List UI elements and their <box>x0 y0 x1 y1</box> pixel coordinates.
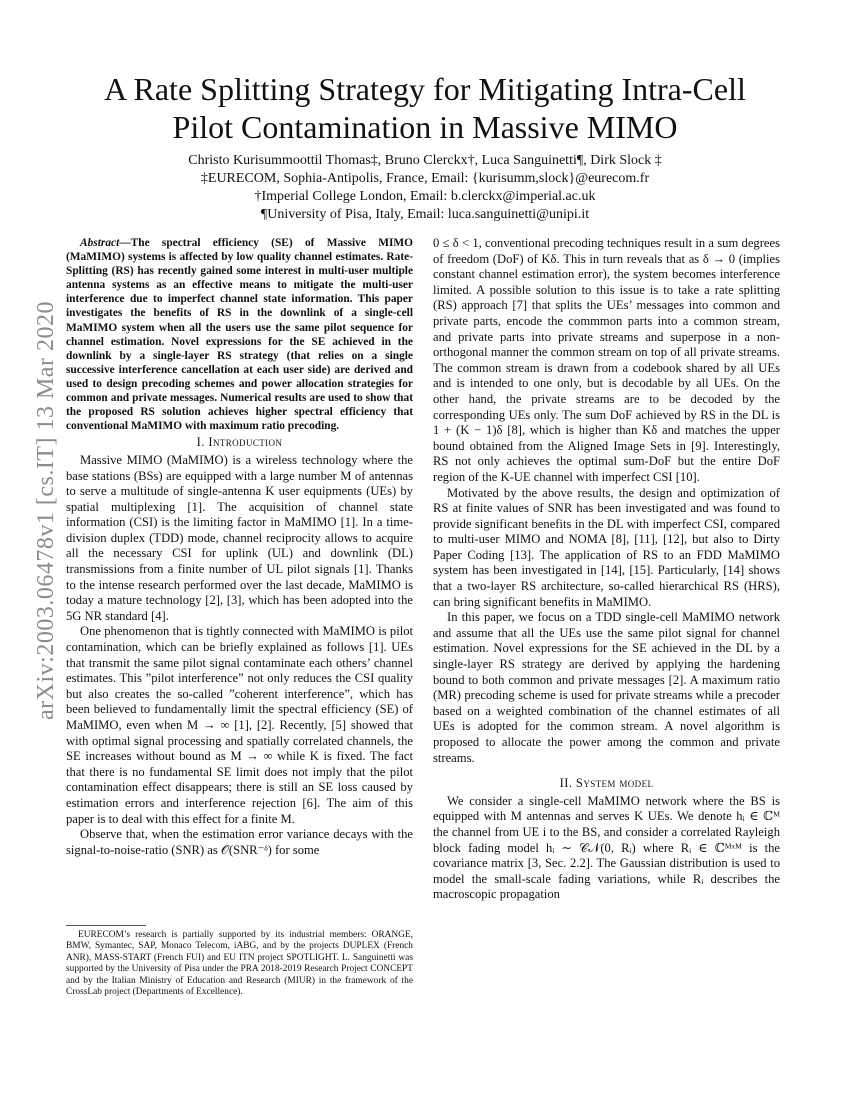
abstract-text: —The spectral efficiency (SE) of Massive MIMO (MaMIMO) systems is affected by low quality channel estimates. Rate-Splitting (RS) has recently gained some interest in multi-user multiple antenna systems as an effective means to mitigate the multi-user interference due to imperfect channel state information. This paper investigates the benefits of RS in the downlink of a single-cell MaMIMO system when all the users use the same pilot sequence for channel estimation. Novel expressions for the SE achieved in the downlink by a single-layer RS strategy (that relies on a single successive interference cancellation at each user side) are derived and used to design precoding schemes and power allocation strategies for common and private messages. Numerical results are used to show that the proposed RS solution achieves higher spectral efficiency that conventional MaMIMO with maximum ratio precoding. <box>66 237 413 433</box>
intro-paragraph-3: Observe that, when the estimation error variance decays with the signal-to-noise-ratio (SNR) as 𝒪(SNR⁻ᵟ) for some <box>66 827 413 857</box>
footnote-rule <box>66 925 146 926</box>
paper-title <box>60 70 790 146</box>
abstract <box>66 236 413 433</box>
title-line-1: A Rate Splitting Strategy for Mitigating Intra-Cell <box>104 71 746 107</box>
intro-paragraph-4: 0 ≤ δ < 1, conventional precoding techniques result in a sum degrees of freedom (DoF) of Kδ. This in turn reveals that as δ → 0 (implies constant channel estimation error), the system becomes interference limited. A possible solution to this issue is to take a rate splitting (RS) approach [7] that splits the UEs’ messages into common and private parts, encode the commmon parts into a common stream, and private parts into private streams and superpose in a non-orthogonal manner the common stream on top of all private streams. The common stream is drawn from a codebook shared by all UEs and is intended to one only, but is decodable by all UEs. On the other hand, the private streams are to be decoded by the corresponding UEs only. The sum DoF achieved by RS in the DL is 1 + (K − 1)δ [8], which is higher than Kδ and matches the upper bound obtained from the Aligned Image Sets in [9]. Interestingly, RS not only achieves the optimal sum-DoF but the entire DoF region of the K-UE channel with imperfect CSI [10]. <box>433 236 780 484</box>
funding-footnote <box>66 930 413 998</box>
intro-paragraph-6: In this paper, we focus on a TDD single-cell MaMIMO network and assume that all the UEs use the same pilot signal for channel estimation. Novel expressions for the SE achieved in the DL by a single-layer RS strategy are derived by applying the hardening bound to both common and private messages [2]. A maximum ratio (MR) precoding scheme is used for private streams while a precoder based on a weighted combination of the channel estimates of all UEs is adopted for the common stream. A novel algorithm is proposed to allocate the power among the common and private streams. <box>433 610 780 765</box>
abstract-label: Abstract <box>80 237 120 249</box>
intro-paragraph-2: One phenomenon that is tightly connected with MaMIMO is pilot contamination, which can be briefly explained as follows [1]. UEs that transmit the same pilot signal contaminate each others’ channel estimates. This ”pilot interference” not only reduces the CSI quality but also creates the so-called ”coherent interference”, which has been believed to fundamentally limit the spectral efficiency (SE) of MaMIMO, even when M → ∞ [1], [2]. Recently, [5] showed that with optimal signal processing and spatially correlated channels, the SE increases without bound as M → ∞ while K is fixed. The fact that there is no fundamental SE limit does not imply that the pilot contamination effect disappears; there is still an SE loss caused by estimation errors and interference rejection [6]. The aim of this paper is to deal with this effect for a finite M. <box>66 624 413 826</box>
section-heading-introduction: I. Introduction <box>196 435 283 450</box>
section-heading-system-model: II. System model <box>559 776 654 791</box>
intro-paragraph-1: Massive MIMO (MaMIMO) is a wireless technology where the base stations (BSs) are equipped with a large number M of antennas to serve a multitude of single-antenna K user equipments (UEs) by spatial multiplexing [1]. The acquisition of channel state information (CSI) is the limiting factor in MaMIMO [1]. In a time-division duplex (TDD) mode, channel reciprocity allows to acquire all the necessary CSI for uplink (UL) and downlink (DL) transmissions from a finite number of UL pilot signals [1]. Thanks to the intense research performed over the last decade, MaMIMO is today a mature technology [2], [3], which has been adopted into the 5G NR standard [4]. <box>66 452 413 623</box>
system-model-paragraph-1: We consider a single-cell MaMIMO network where the BS is equipped with M antennas and serves K UEs. We denote hᵢ ∈ ℂᴹ the channel from UE i to the BS, and consider a correlated Rayleigh block fading model hᵢ ∼ 𝒞𝒩(0, Rᵢ) where Rᵢ ∈ ℂᴹˣᴹ is the covariance matrix [3, Sec. 2.2]. The Gaussian distribution is used to model the small-scale fading variations, while Rᵢ describes the macroscopic propagation <box>433 793 780 902</box>
arxiv-identifier-stamp <box>28 300 64 720</box>
arxiv-stamp-text: arXiv:2003.06478v1 [cs.IT] 13 Mar 2020 <box>32 300 59 720</box>
title-line-2: Pilot Contamination in Massive MIMO <box>172 109 678 145</box>
affiliation-pisa: ¶University of Pisa, Italy, Email: luca.sanguinetti@unipi.it <box>260 207 590 222</box>
author-names: Christo Kurisummoottil Thomas‡, Bruno Clerckx†, Luca Sanguinetti¶, Dirk Slock ‡ <box>188 153 662 168</box>
author-block <box>60 152 790 224</box>
affiliation-imperial: †Imperial College London, Email: b.clerckx@imperial.ac.uk <box>254 189 596 204</box>
intro-paragraph-5: Motivated by the above results, the design and optimization of RS at finite values of SNR has been investigated and was found to provide significant benefits in the DL with imperfect CSI, compared to multi-user MIMO and NOMA [8], [11], [12], but also to Dirty Paper Coding [13]. The application of RS to an FDD MaMIMO system has been investigated in [14], [15]. Particularly, [14] shows that a two-layer RS architecture, so-called hierarchical RS (HRS), can bring significant benefits in MaMIMO. <box>433 485 780 609</box>
right-column <box>433 236 780 903</box>
footnote-text: EURECOM’s research is partially supported by its industrial members: ORANGE, BMW, Symantec, SAP, Monaco Telecom, iABG, and by the projects DUPLEX (French ANR), MASS-START (French FUI) and EU ITN project SPOTLIGHT. L. Sanguinetti was supported by the University of Pisa under the PRA 2018-2019 Research Project CONCEPT and by the Italian Ministry of Education and Research (MIUR) in the framework of the CrossLab project (Departments of Excellence). <box>66 930 413 998</box>
affiliation-eurecom: ‡EURECOM, Sophia-Antipolis, France, Email: {kurisumm,slock}@eurecom.fr <box>200 171 650 186</box>
left-column <box>66 236 413 858</box>
